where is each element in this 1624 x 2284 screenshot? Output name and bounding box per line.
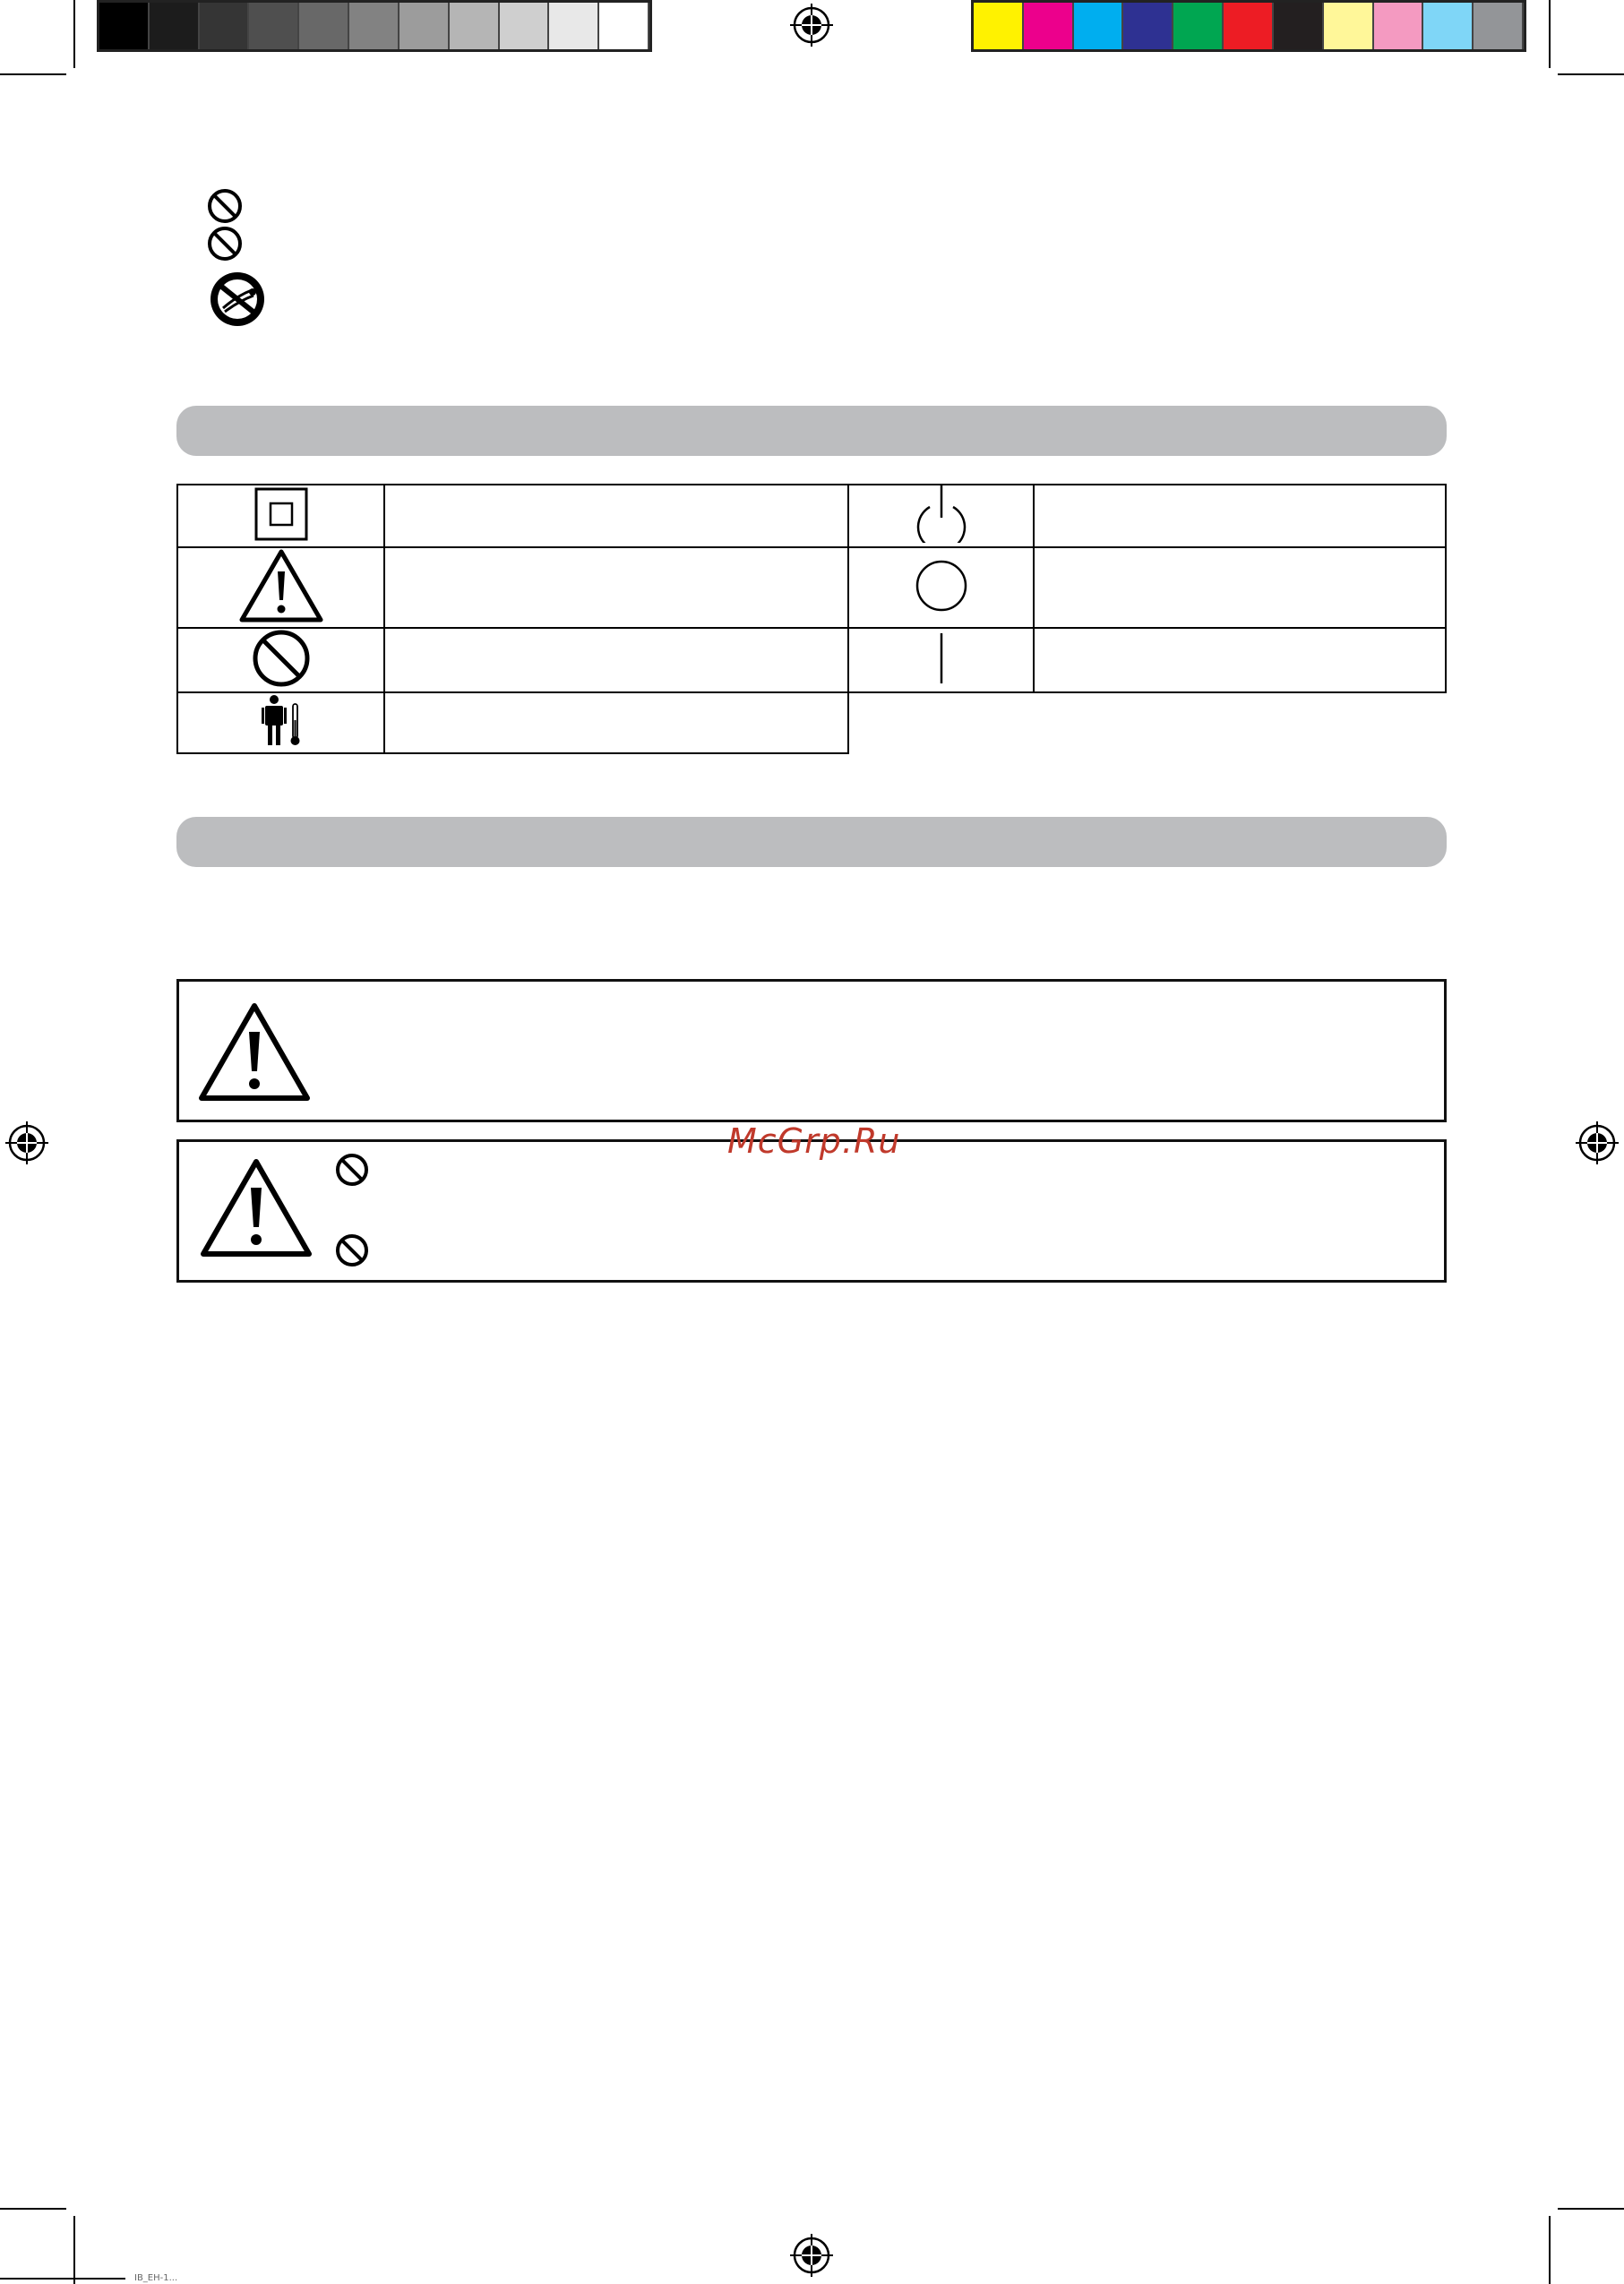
empty-cell	[1034, 692, 1446, 753]
color-swatch	[1024, 3, 1074, 49]
person-thermometer-icon	[262, 695, 301, 747]
caution-box	[176, 979, 1447, 1122]
symbol-cell	[177, 485, 384, 547]
symbol-cell	[177, 547, 384, 628]
color-swatch	[1423, 3, 1474, 49]
gray-calibration-bar	[97, 0, 652, 52]
class-ii-insulation-icon	[254, 487, 308, 541]
registration-mark-icon	[1576, 1121, 1619, 1164]
color-swatch	[249, 3, 299, 49]
color-swatch	[400, 3, 450, 49]
symbol-cell	[848, 547, 1034, 628]
line-on-icon	[937, 631, 946, 685]
description-cell	[384, 692, 848, 753]
crop-mark	[1558, 2208, 1624, 2210]
circle-off-icon	[915, 559, 968, 613]
symbol-cell	[177, 692, 384, 753]
color-swatch	[1123, 3, 1173, 49]
color-swatch	[974, 3, 1024, 49]
color-swatch	[1224, 3, 1274, 49]
prohibition-icon	[205, 186, 245, 226]
watermark-text: McGrp.Ru	[727, 1121, 901, 1161]
color-swatch	[500, 3, 550, 49]
color-swatch	[450, 3, 500, 49]
prohibition-icon	[252, 629, 311, 688]
description-cell	[1034, 485, 1446, 547]
description-cell	[384, 485, 848, 547]
description-cell	[1034, 628, 1446, 692]
section-header-bar	[176, 406, 1447, 456]
description-cell	[1034, 547, 1446, 628]
color-swatch	[99, 3, 150, 49]
color-swatch	[1374, 3, 1424, 49]
symbol-cell	[177, 628, 384, 692]
no-pins-icon	[203, 269, 271, 330]
symbol-cell	[848, 485, 1034, 547]
warning-box	[176, 1139, 1447, 1283]
color-swatch	[1274, 3, 1324, 49]
symbol-cell	[848, 628, 1034, 692]
color-swatch	[599, 3, 649, 49]
footer-file-id: IB_EH-1...	[134, 2273, 178, 2283]
crop-mark	[0, 73, 66, 75]
description-cell	[384, 547, 848, 628]
color-swatch	[549, 3, 599, 49]
crop-mark	[73, 2216, 75, 2284]
section-header-bar	[176, 817, 1447, 867]
warning-triangle-icon	[197, 1001, 312, 1103]
prohibition-icon	[205, 224, 245, 263]
color-swatch	[1324, 3, 1374, 49]
color-swatch	[299, 3, 349, 49]
crop-mark	[1549, 2216, 1551, 2284]
color-swatch	[200, 3, 250, 49]
registration-mark-icon	[790, 2234, 833, 2277]
crop-mark	[0, 2278, 125, 2280]
crop-mark	[0, 2208, 66, 2210]
crop-mark	[1549, 0, 1551, 68]
prohibition-icon	[334, 1152, 370, 1188]
crop-mark	[73, 0, 75, 68]
empty-cell	[848, 692, 1034, 753]
crop-mark	[1558, 73, 1624, 75]
symbols-table	[176, 484, 1447, 754]
description-cell	[384, 628, 848, 692]
prohibition-icon	[334, 1232, 370, 1268]
standby-power-icon	[915, 485, 968, 543]
warning-triangle-icon	[238, 548, 324, 623]
color-swatch	[349, 3, 400, 49]
color-swatch	[1074, 3, 1124, 49]
color-swatch	[1173, 3, 1224, 49]
warning-triangle-icon	[199, 1157, 314, 1259]
color-swatch	[1474, 3, 1524, 49]
registration-mark-icon	[5, 1121, 48, 1164]
color-swatch	[150, 3, 200, 49]
registration-mark-icon	[790, 4, 833, 47]
color-calibration-bar	[971, 0, 1526, 52]
